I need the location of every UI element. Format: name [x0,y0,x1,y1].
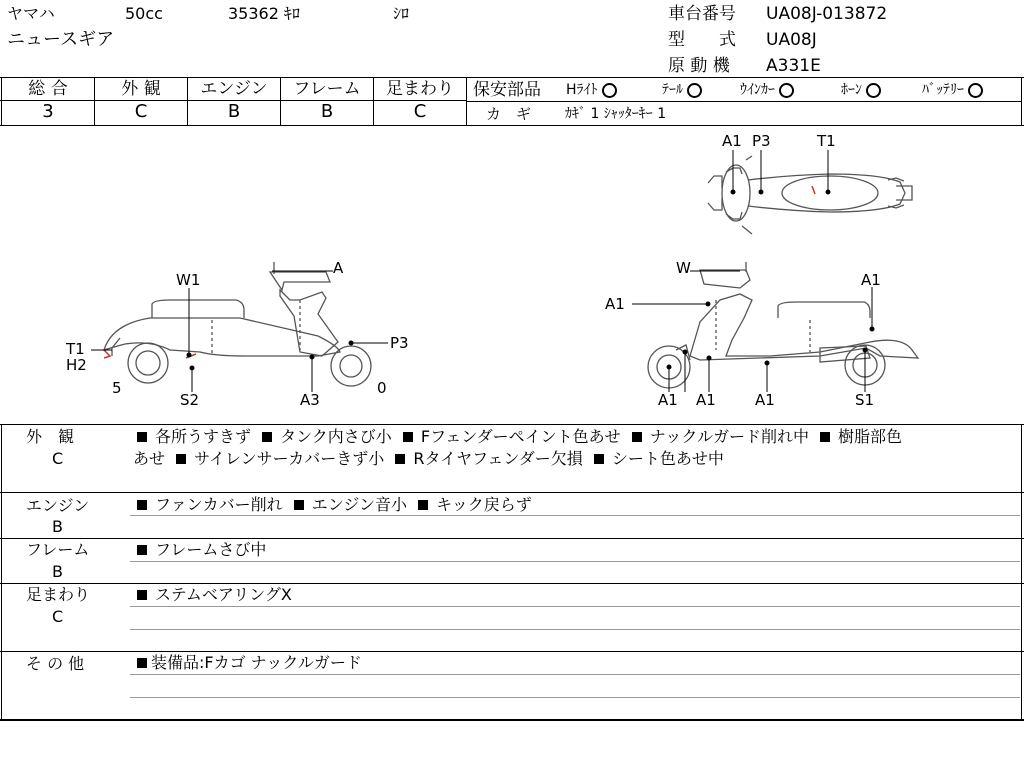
grade-value-total: 3 [42,101,54,122]
divider [1,424,2,721]
divider [0,77,1024,78]
scooter-left-view [104,262,371,386]
remark-item: ナックルガード削れ中 [649,427,809,446]
remark-item: あせ [133,449,166,468]
marker-label: A1 [861,271,881,289]
key-label: カ ギ [486,105,532,123]
ok-mark-icon [687,83,702,98]
remark-text-exterior-line2 [133,448,724,470]
bullet-icon [403,432,413,442]
rule-line [130,674,1020,675]
grade-label-total: 総 合 [28,79,68,99]
rule-line [130,561,1020,562]
mileage: 35362 ｷﾛ [228,4,300,23]
safety-item-winker [740,80,794,100]
safety-item-tail [662,80,702,100]
remark-item: タンク内さび小 [280,427,392,446]
remark-item: サイレンサーカバーきず小 [194,449,385,468]
marker-label: A [333,259,344,277]
remark-item: Rタイヤフェンダー欠損 [413,449,583,468]
bullet-icon [137,590,147,600]
marker-label: A1 [605,295,625,313]
remark-item: Fフェンダーペイント色あせ [420,427,621,446]
marker-label: T1 [66,340,85,358]
bullet-icon [137,658,147,668]
safety-item-battery [922,80,983,100]
divider [0,492,1024,493]
safety-item-horn [841,80,881,100]
remark-grade-exterior: C [52,449,64,468]
displacement: 50cc [125,4,163,23]
engine-value: A331E [766,56,821,76]
ok-mark-icon [602,83,617,98]
divider [466,101,1022,102]
safety-item-label: ﾃｰﾙ [662,82,683,98]
marker-label: H2 [66,356,87,374]
inspection-diagram [0,126,1024,424]
safety-item-label: ﾊﾞｯﾃﾘｰ [922,82,964,98]
bullet-icon [820,432,830,442]
frame-no-label: 車台番号 [668,4,736,24]
rule-line [130,515,1020,516]
remark-category-suspension: 足まわり [26,585,91,604]
remark-item: ファンカバー削れ [155,495,283,514]
key-value: ｶｷﾞ 1 ｼｬｯﾀｰｷｰ 1 [565,106,667,122]
grade-value-exterior: C [134,101,148,122]
rule-line [130,606,1020,607]
remark-category-engine: エンジン [26,496,90,515]
marker-label: 5 [112,379,122,397]
marker-label: S1 [855,391,875,409]
bullet-icon [137,432,147,442]
remark-item: 樹脂部色 [838,427,903,446]
safety-item-headlight [566,80,617,100]
grade-value-suspension: C [413,101,427,122]
marker-label: A3 [300,391,320,409]
marker-label: W1 [176,271,201,289]
safety-item-label: ﾎｰﾝ [841,82,862,98]
engine-label: 原 動 機 [668,56,730,76]
marker-label: P3 [752,132,771,150]
bullet-icon [176,454,186,464]
bullet-icon [418,500,428,510]
divider [0,424,1024,425]
marker-label: A1 [696,391,716,409]
grade-label-frame: フレーム [293,79,361,99]
ok-mark-icon [866,83,881,98]
divider [1021,424,1022,721]
remark-category-exterior: 外 観 [26,427,75,446]
marker-label: A1 [722,132,742,150]
remark-grade-frame: B [52,562,63,581]
remark-category-frame: フレーム [26,540,90,559]
bullet-icon [137,500,147,510]
safety-item-label: ｳｲﾝｶｰ [740,82,775,98]
marker-label: A1 [755,391,775,409]
bullet-icon [137,545,147,555]
remark-text-suspension [137,584,292,606]
remark-item: フレームさび中 [155,540,267,559]
remark-text-other [137,652,362,674]
rule-line [130,629,1020,630]
ok-mark-icon [968,83,983,98]
remark-text-frame [137,539,266,561]
remark-text-engine [137,494,532,516]
maker: ヤマハ [7,4,55,23]
marker-label: W [676,259,691,277]
remark-item: 装備品:Fカゴ ナックルガード [151,653,362,672]
remark-item: キック戻らず [436,495,532,514]
remark-item: シート色あせ中 [611,449,724,468]
remark-grade-engine: B [52,517,63,536]
bullet-icon [262,432,272,442]
scooter-top-view [708,156,912,234]
marker-label: 0 [377,379,387,397]
damage-mark [104,350,110,358]
grade-label-engine: エンジン [200,79,268,99]
divider [0,719,1024,721]
ok-mark-icon [779,83,794,98]
grade-label-suspension: 足まわり [386,79,454,99]
safety-item-label: Hﾗｲﾄ [566,82,598,98]
marker-label: S2 [180,391,200,409]
bullet-icon [594,454,604,464]
frame-no: UA08J-013872 [766,4,888,24]
remark-category-other: そ の 他 [26,654,85,673]
marker-label: T1 [817,132,836,150]
bullet-icon [395,454,405,464]
safety-label: 保安部品 [473,80,541,100]
remark-text-exterior-line1 [137,426,902,448]
remark-grade-suspension: C [52,607,64,626]
bullet-icon [294,500,304,510]
remark-item: 各所うすきず [155,427,252,446]
remark-item: ステムベアリングX [155,585,292,604]
bullet-icon [632,432,642,442]
marker-label: P3 [390,334,409,352]
model-name: ニュースギア [7,29,115,50]
type-value: UA08J [766,30,817,50]
rule-line [130,697,1020,698]
grade-value-engine: B [227,101,241,122]
remark-item: エンジン音小 [311,495,407,514]
body-color: ｼﾛ [393,4,410,23]
type-label: 型 式 [668,30,736,50]
grade-label-exterior: 外 観 [121,79,161,99]
grade-value-frame: B [320,101,334,122]
marker-label: A1 [658,391,678,409]
damage-mark [812,186,815,194]
